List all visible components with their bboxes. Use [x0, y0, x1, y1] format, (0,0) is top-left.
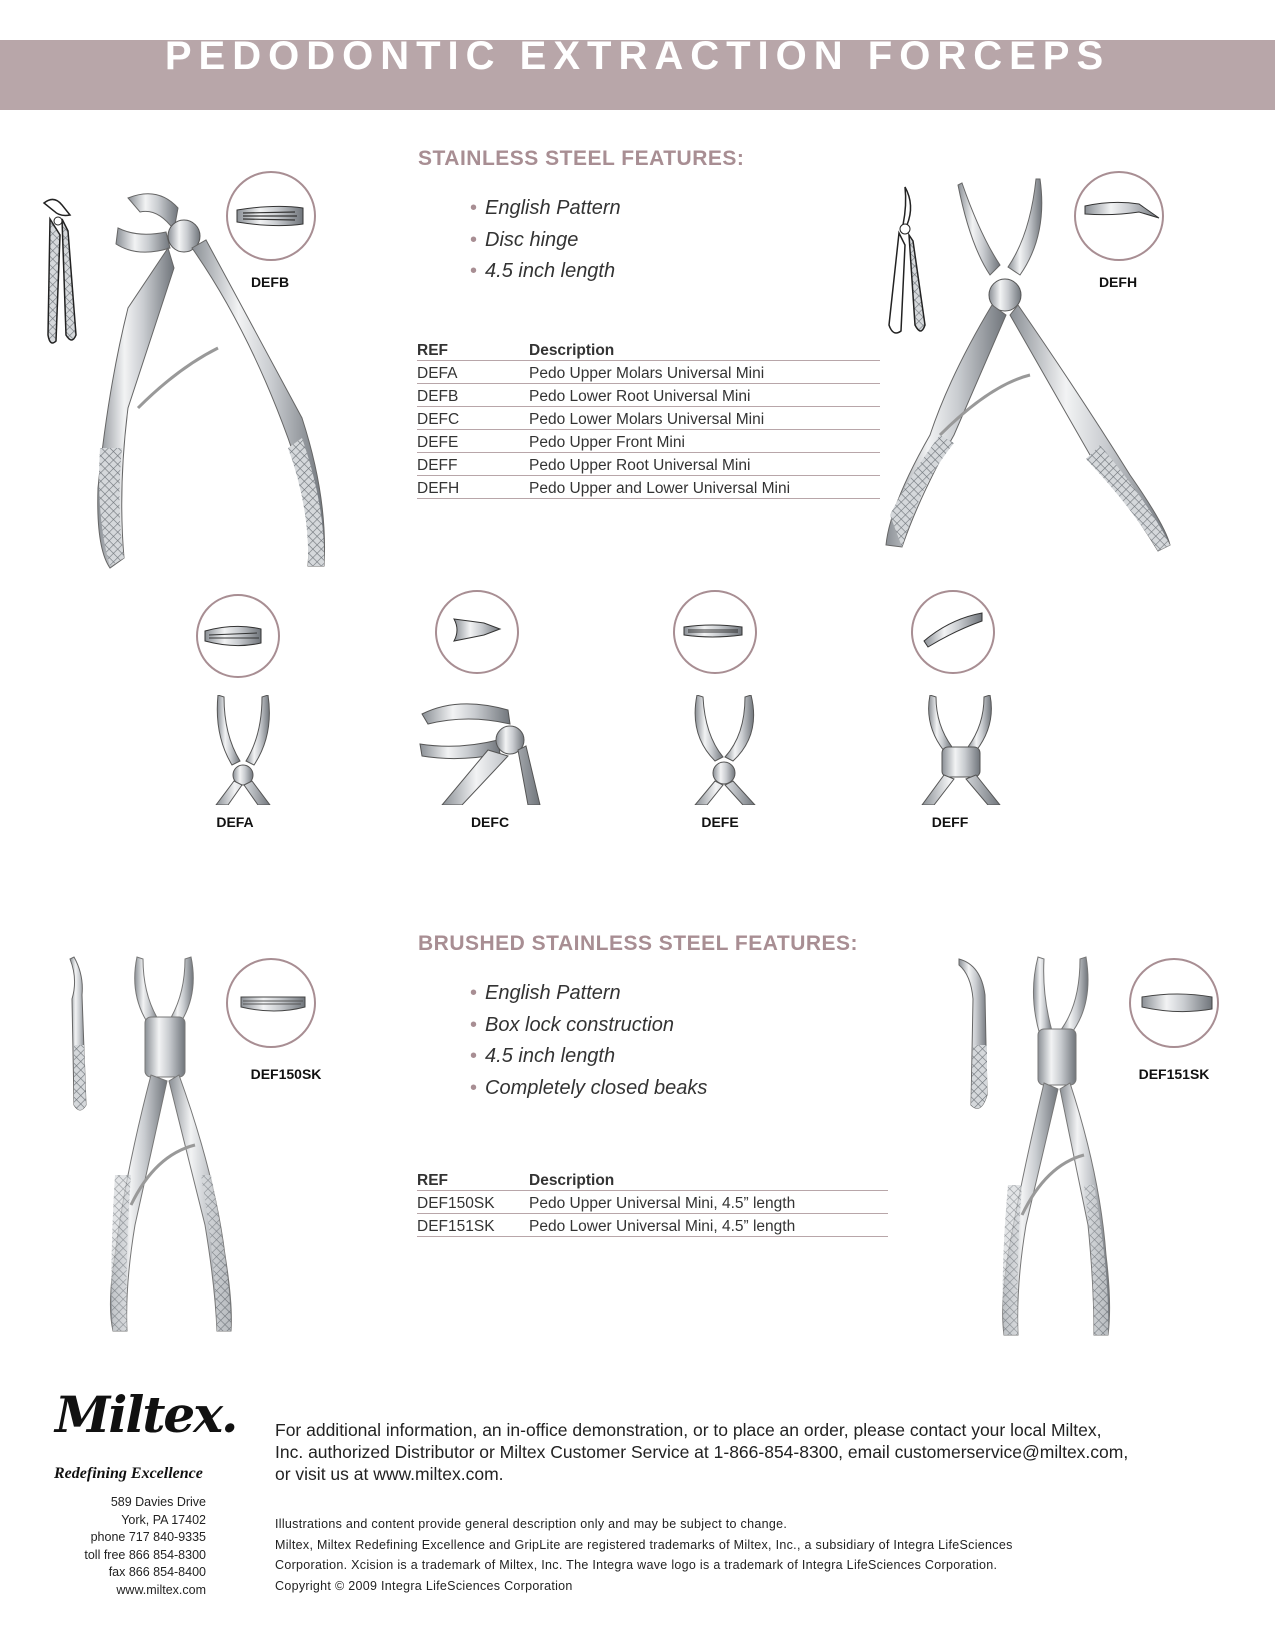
defc-tip-detail-image — [434, 589, 520, 675]
miltex-logo: Miltex. — [55, 1385, 237, 1444]
def151sk-tip-detail-image — [1128, 957, 1220, 1049]
table-header — [417, 1168, 888, 1191]
col-desc-header: Description — [529, 342, 615, 359]
feature-item: • 4.5 inch length — [470, 1045, 616, 1067]
feature-item: • Completely closed beaks — [470, 1076, 708, 1099]
feature-item: • English Pattern — [470, 197, 621, 219]
defa-tip-detail-image — [195, 593, 281, 679]
table-row: DEFF Pedo Upper Root Universal Mini — [417, 453, 880, 476]
feature-item: • Disc hinge — [470, 228, 579, 251]
brushed-ref-table — [417, 1168, 888, 1237]
table-row: DEF150SK Pedo Upper Universal Mini, 4.5” length — [417, 1191, 888, 1214]
table-row: DEF151SK Pedo Lower Universal Mini, 4.5” length — [417, 1214, 888, 1237]
table-row: DEFB Pedo Lower Root Universal Mini — [417, 384, 880, 407]
defa-forceps-image — [210, 695, 280, 805]
feature-item: • English Pattern — [470, 982, 621, 1004]
table-header — [417, 338, 880, 361]
defc-label: DEFC — [470, 814, 510, 830]
defb-label: DEFB — [250, 274, 290, 290]
contact-paragraph: For additional information, an in-office demonstration, or to place an order, please contact your local Miltex, Inc. authorized Distributor or Miltex Customer Service at 1-866-854-8300, email customerservice@miltex.com, or visit us at www.miltex.com. — [275, 1420, 1129, 1484]
title-banner — [0, 34, 1275, 110]
stainless-features-list — [470, 193, 621, 288]
col-desc-header: Description — [529, 1172, 615, 1189]
deff-forceps-image — [920, 695, 1002, 805]
deff-tip-detail-image — [910, 589, 996, 675]
defc-forceps-image — [418, 700, 542, 805]
defe-forceps-image — [685, 695, 765, 805]
table-row: DEFC Pedo Lower Molars Universal Mini — [417, 407, 880, 430]
def151sk-forceps-image — [980, 955, 1130, 1340]
brushed-features-list — [470, 978, 707, 1104]
def150sk-label: DEF150SK — [250, 1066, 322, 1082]
table-row: DEFA Pedo Upper Molars Universal Mini — [417, 361, 880, 384]
feature-item: • 4.5 inch length — [470, 260, 616, 282]
stainless-ref-table — [417, 338, 880, 499]
page-title: PEDODONTIC EXTRACTION FORCEPS — [164, 34, 1111, 78]
fine-print: Illustrations and content provide general description only and may be subject to change. Miltex, Miltex Redefining Excellence and GripLite are registered trademarks of Miltex, Inc., a subsidiary of Integra LifeSciences Corporation. Xcision is a trademark of Miltex, Inc. The Integra wave logo is a trademark of Integra LifeSciences Corporation. Copyright © 2009 Integra LifeSciences Corporation — [275, 1517, 1013, 1593]
feature-item: • Box lock construction — [470, 1013, 674, 1036]
stainless-heading: STAINLESS STEEL FEATURES: — [418, 147, 745, 170]
defa-label: DEFA — [216, 814, 254, 830]
defh-tip-detail-image — [1073, 170, 1165, 262]
brushed-heading: BRUSHED STAINLESS STEEL FEATURES: — [418, 932, 859, 955]
defb-line-drawing-image — [40, 195, 80, 355]
defh-label: DEFH — [1098, 274, 1138, 290]
company-address: 589 Davies Drive York, PA 17402 phone 717 840-9335 toll free 866 854-8300 fax 866 854-8400 www.miltex.com — [84, 1495, 206, 1597]
def151sk-label: DEF151SK — [1138, 1066, 1210, 1082]
defe-tip-detail-image — [672, 589, 758, 675]
table-row: DEFE Pedo Upper Front Mini — [417, 430, 880, 453]
table-row: DEFH Pedo Upper and Lower Universal Mini — [417, 476, 880, 499]
defe-label: DEFE — [701, 814, 739, 830]
logo-tagline: Redefining Excellence — [54, 1465, 203, 1482]
def150sk-tip-detail-image — [225, 957, 317, 1049]
col-ref-header: REF — [417, 342, 448, 359]
defb-tip-detail-image — [225, 170, 317, 262]
deff-label: DEFF — [931, 814, 969, 830]
col-ref-header: REF — [417, 1172, 448, 1189]
